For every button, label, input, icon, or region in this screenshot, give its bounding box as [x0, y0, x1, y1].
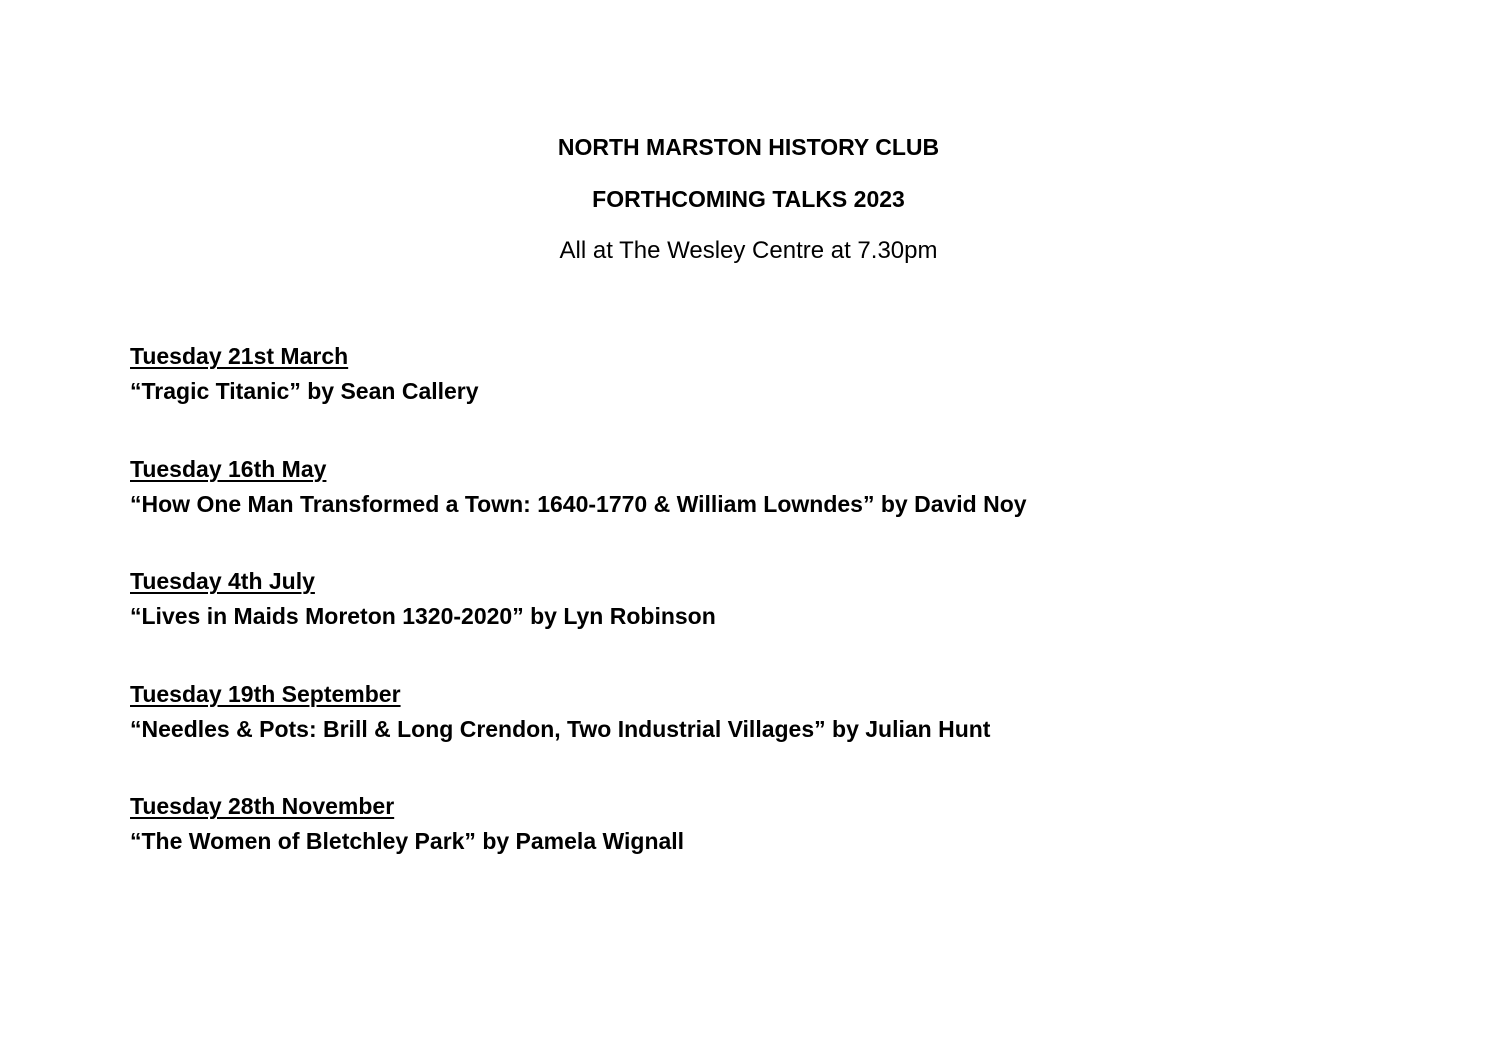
- document-title: NORTH MARSTON HISTORY CLUB: [557, 134, 940, 160]
- talk-date: Tuesday 21st March: [130, 343, 349, 369]
- talk-description: “How One Man Transformed a Town: 1640-1770 & William Lowndes” by David Noy: [130, 490, 1027, 517]
- talk-item: [130, 789, 1430, 902]
- talk-item: [130, 564, 1430, 677]
- talk-description: “Needles & Pots: Brill & Long Crendon, Two Industrial Villages” by Julian Hunt: [130, 715, 991, 742]
- document-subtitle: FORTHCOMING TALKS 2023: [592, 186, 905, 212]
- talk-date: Tuesday 28th November: [130, 793, 395, 819]
- talk-item: [130, 452, 1430, 565]
- talk-item: [130, 339, 1430, 452]
- talk-description: “The Women of Bletchley Park” by Pamela Wignall: [130, 828, 685, 854]
- talk-description: “Tragic Titanic” by Sean Callery: [130, 378, 479, 404]
- talk-date: Tuesday 19th September: [130, 680, 401, 707]
- venue-note: All at The Wesley Centre at 7.30pm: [559, 237, 938, 264]
- talk-date: Tuesday 16th May: [130, 455, 327, 482]
- talk-description: “Lives in Maids Moreton 1320-2020” by Lyn Robinson: [130, 603, 716, 629]
- talk-item: [130, 677, 1430, 790]
- talks-list: [130, 339, 1430, 902]
- talk-date: Tuesday 4th July: [130, 568, 315, 594]
